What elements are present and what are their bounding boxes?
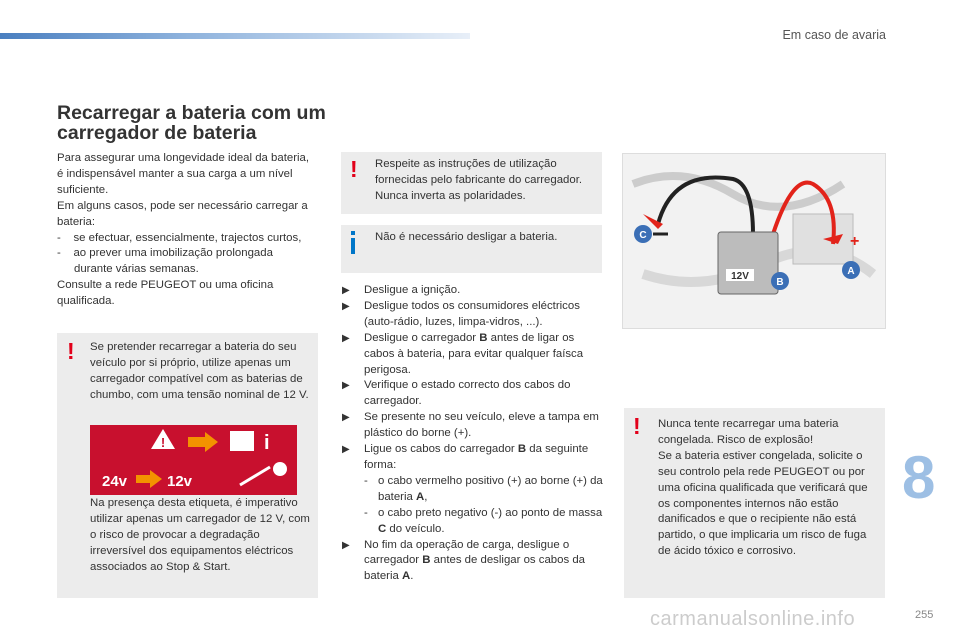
warning-icon: ! [633,413,641,439]
step-5: ▶ Se presente no seu veículo, eleve a tampa em plástico do borne (+). [342,411,599,440]
step-4: ▶ Verifique o estado correcto dos cabos do carregador. [342,379,571,408]
warning-text-frozen: Nunca tente recarregar uma bateria congelada. Risco de explosão! Se a bateria estiver congelada, solicite o seu controlo pela rede PEUGEOT ou por uma oficina qualificada que verificará que os componentes internos não estão danificados e que o recipiente não está partido, o que implicaria um risco de fuga de ácido tóxico e corrosivo. [658,418,868,558]
step-7: ▶ No fim da operação de carga, desligue o carregador B antes de desligar os cabos da bateria A. [342,538,585,583]
svg-text:!: ! [160,435,166,450]
intro-p3: Consulte a rede PEUGEOT ou uma oficina qualificada. [57,279,274,308]
step-1: ▶ Desligue a ignição. [342,284,461,296]
svg-text:A: A [847,266,855,277]
warning-text-instructions: Respeite as instruções de utilização fornecidas pelo fabricante do carregador. Nunca inverta as polaridades. [375,158,583,202]
intro-bullet-2: - ao prever uma imobilização prolongada durante várias semanas. [57,247,273,276]
info-icon [351,238,355,254]
stop-start-label-image [90,425,297,495]
warning-icon: ! [67,338,75,364]
warning-text-charger: Se pretender recarregar a bateria do seu veículo por si próprio, utilize apenas um carregador compatível com as baterias de chumbo, com uma tensão nominal de 12 V. [90,341,309,401]
chapter-number: 8 [902,444,936,511]
steps-list [342,283,604,585]
step-6: ▶ Ligue os cabos do carregador B da seguinte forma: [342,443,589,471]
step-6-sub-1: - o cabo vermelho positivo (+) ao borne (+) da bateria A, [364,474,603,503]
svg-text:24v: 24v [102,473,128,490]
intro-p1: Para assegurar uma longevidade ideal da bateria, é indispensável manter a sua carga a um nível suficiente. [57,152,310,196]
engine-diagram-image [622,153,886,329]
header-bar [0,33,470,39]
step-6-sub-2: - o cabo preto negativo (-) ao ponto de massa C do veículo. [364,506,603,535]
svg-text:i: i [264,432,270,454]
step-2: ▶ Desligue todos os consumidores eléctricos (auto-rádio, luzes, limpa-vidros, ...). [342,299,580,328]
page-number: 255 [915,609,934,621]
warning-text-label: Na presença desta etiqueta, é imperativo utilizar apenas um carregador de 12 V, com o risco de provocar a degradação irreversível dos equipamentos eléctricos associados ao Stop & Start. [90,497,310,573]
section-title: Em caso de avaria [782,28,886,42]
page-title: Recarregar a bateria com um carregador de bateria [57,102,326,144]
step-3: ▶ Desligue o carregador B antes de ligar os cabos à bateria, para evitar qualquer faísca perigosa. [342,331,584,376]
svg-text:C: C [639,230,647,241]
info-text: Não é necessário desligar a bateria. [375,231,558,243]
footer-watermark: carmanualsonline.info [650,608,856,630]
intro-text [57,151,313,310]
intro-bullet-1: - se efectuar, essencialmente, trajectos curtos, [57,231,302,244]
svg-text:B: B [776,277,784,288]
intro-p2: Em alguns casos, pode ser necessário carregar a bateria: [57,199,308,228]
warning-icon: ! [350,156,358,182]
svg-text:12V: 12V [731,271,749,282]
svg-text:12v: 12v [167,473,193,490]
svg-text:+: + [850,233,860,250]
